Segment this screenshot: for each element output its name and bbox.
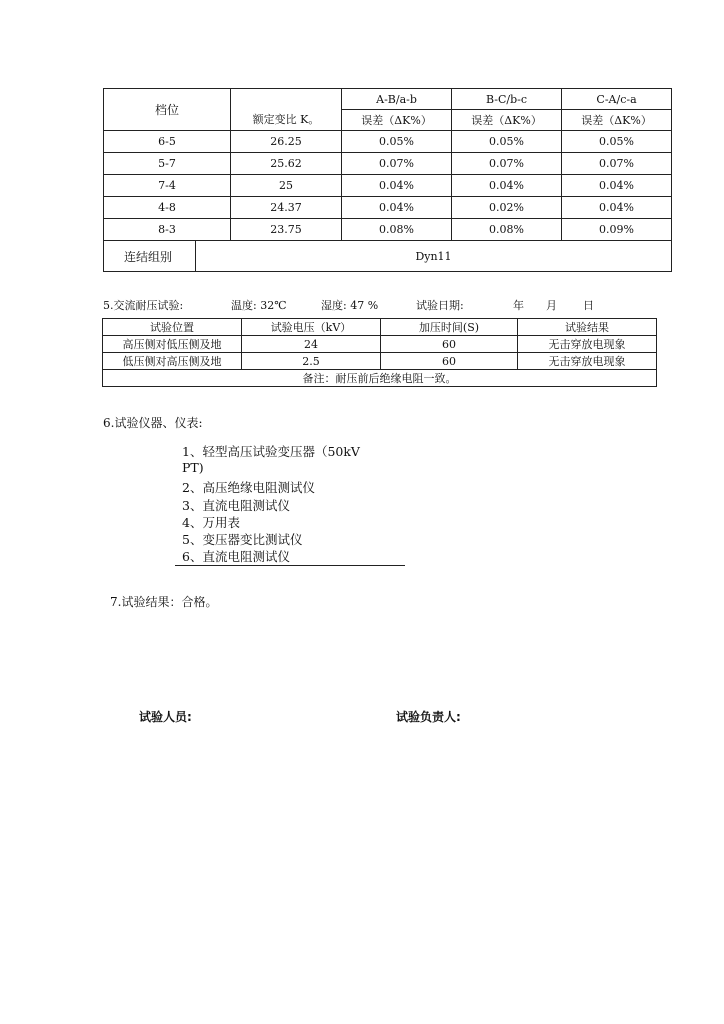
- header-error-ab: 误差（ΔK%）: [342, 110, 452, 131]
- row-error-ab: 0.04%: [342, 175, 452, 197]
- header-rated-ratio: 额定变比 K。: [231, 89, 342, 131]
- row-result: 无击穿放电现象: [518, 353, 657, 370]
- row-ratio: 25.62: [231, 153, 342, 175]
- test-date-label: 试验日期:: [416, 299, 464, 312]
- header-duration: 加压时间(S): [381, 319, 518, 336]
- table-header-row: [103, 319, 657, 336]
- header-ab: A-B/a-b: [342, 89, 452, 110]
- instrument-item: 3、直流电阻测试仪: [182, 498, 290, 513]
- row-ratio: 26.25: [231, 131, 342, 153]
- row-location: 高压侧对低压侧及地: [103, 336, 242, 353]
- header-ca: C-A/c-a: [562, 89, 672, 110]
- connection-value: Dyn11: [196, 241, 672, 272]
- ratio-test-table: [103, 88, 672, 272]
- header-result: 试验结果: [518, 319, 657, 336]
- table-row: [103, 353, 657, 370]
- table-row: [104, 175, 672, 197]
- withstand-test-table: [102, 318, 657, 387]
- instrument-item: 6、直流电阻测试仪: [182, 549, 290, 564]
- row-position: 5-7: [104, 153, 231, 175]
- row-error-ca: 0.09%: [562, 219, 672, 241]
- humidity: 湿度: 47 %: [321, 299, 379, 312]
- tester-signature-label: 试验人员:: [139, 710, 192, 724]
- row-ratio: 25: [231, 175, 342, 197]
- row-duration: 60: [381, 336, 518, 353]
- date-day: 日: [583, 299, 594, 312]
- table-row: [104, 197, 672, 219]
- date-month: 月: [546, 299, 557, 312]
- row-error-ab: 0.08%: [342, 219, 452, 241]
- section6-title: 6.试验仪器、仪表:: [103, 416, 203, 430]
- instrument-item: 5、变压器变比测试仪: [182, 532, 303, 547]
- supervisor-signature-label: 试验负责人:: [396, 710, 461, 724]
- header-voltage: 试验电压（kV）: [242, 319, 381, 336]
- row-ratio: 24.37: [231, 197, 342, 219]
- header-location: 试验位置: [103, 319, 242, 336]
- row-duration: 60: [381, 353, 518, 370]
- table-row: [104, 219, 672, 241]
- row-position: 7-4: [104, 175, 231, 197]
- row-position: 8-3: [104, 219, 231, 241]
- row-result: 无击穿放电现象: [518, 336, 657, 353]
- row-location: 低压侧对高压侧及地: [103, 353, 242, 370]
- row-error-bc: 0.08%: [452, 219, 562, 241]
- header-position: 档位: [104, 89, 231, 131]
- row-error-bc: 0.07%: [452, 153, 562, 175]
- instrument-item: PT): [182, 460, 204, 475]
- row-error-ca: 0.04%: [562, 197, 672, 219]
- row-error-ca: 0.05%: [562, 131, 672, 153]
- instrument-item: 4、万用表: [182, 515, 240, 530]
- instrument-item: 2、高压绝缘电阻测试仪: [182, 480, 315, 495]
- table-row: [104, 131, 672, 153]
- connection-row: [104, 241, 672, 272]
- row-error-ab: 0.07%: [342, 153, 452, 175]
- header-error-ca: 误差（ΔK%）: [562, 110, 672, 131]
- row-voltage: 24: [242, 336, 381, 353]
- connection-label: 连结组别: [104, 241, 196, 272]
- row-position: 6-5: [104, 131, 231, 153]
- section5-title: 5.交流耐压试验:: [103, 299, 184, 312]
- row-error-ab: 0.05%: [342, 131, 452, 153]
- row-ratio: 23.75: [231, 219, 342, 241]
- test-result: 7.试验结果：合格。: [110, 595, 218, 609]
- row-error-bc: 0.05%: [452, 131, 562, 153]
- note: 备注：耐压前后绝缘电阻一致。: [103, 370, 657, 387]
- table-row: [104, 153, 672, 175]
- table-row: [103, 336, 657, 353]
- row-error-ca: 0.04%: [562, 175, 672, 197]
- header-bc: B-C/b-c: [452, 89, 562, 110]
- row-error-bc: 0.02%: [452, 197, 562, 219]
- note-row: [103, 370, 657, 387]
- header-error-bc: 误差（ΔK%）: [452, 110, 562, 131]
- temperature: 温度: 32℃: [231, 299, 287, 312]
- row-error-bc: 0.04%: [452, 175, 562, 197]
- underline-divider: [175, 565, 405, 566]
- instrument-item: 1、轻型高压试验变压器（50kV: [182, 444, 360, 459]
- row-voltage: 2.5: [242, 353, 381, 370]
- row-error-ab: 0.04%: [342, 197, 452, 219]
- row-position: 4-8: [104, 197, 231, 219]
- date-year: 年: [513, 299, 524, 312]
- row-error-ca: 0.07%: [562, 153, 672, 175]
